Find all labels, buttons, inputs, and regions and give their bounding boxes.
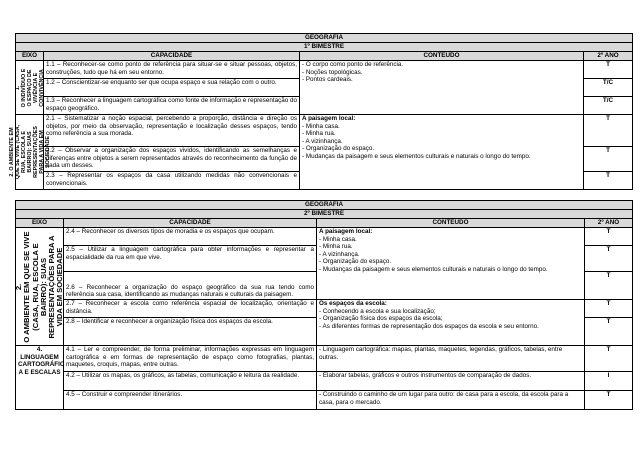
ano-2-5: T (585, 246, 633, 272)
title-row (16, 201, 633, 210)
capacidade-2-6: 2.6 – Reconhecer a organização do espaço geográfico da sua rua tendo como referência sua casa, identificando as mudanças naturais e culturais da paisagem. (64, 272, 317, 300)
ano-4-5: T (585, 391, 633, 410)
capacidade-4-1: 4.1 – Ler e compreender, de forma preliminar, informações expressas em linguagem cartográfica e em formas de representação de espaço como fotografias, plantas, maquetes, croquis, mapas, entre outras. (64, 346, 317, 372)
bimestre-title: 1º BIMESTRE (16, 43, 633, 52)
header-eixo: EIXO (16, 219, 64, 228)
ano-2-1: T (584, 115, 633, 147)
capacidade-2-2: 2.2 – Observar a organização dos espaços vividos, identificando as semelhanças e diferenças entre objetos a serem representados através do reconhecimento da função de cada um desses. (44, 147, 300, 172)
capacidade-2-8: 2.8 – Identificar e reconhecer a organização física dos espaços da escola. (64, 318, 317, 346)
ano-1-1: T (584, 61, 633, 79)
capacidade-2-7: 2.7 – Reconhecer a escola como referência espacial de localização, orientação e distância. (64, 300, 317, 318)
ano-2-4: T (585, 228, 633, 246)
capacidade-1-2: 1.2 – Conscientizar-se enquanto ser que ocupa espaço e sua relação com o outro. (44, 79, 300, 97)
header-capacidade: CAPACIDADE (44, 52, 300, 61)
eixo-2-label: 2. O AMBIENTE EM QUE SE VIVE (CASA, RUA, ESCOLA E BAIRRO): SUAS REPRESENTAÇÕES PARA A VIDA EM SOCIEDADE (13, 230, 65, 343)
capacidade-1-3: 1.3 – Reconhecer a linguagem cartográfica como fonte de informação e representação do espaço geográfico. (44, 97, 300, 115)
header-conteudo: CONTEÚDO (317, 219, 585, 228)
ano-2-2: T (584, 147, 633, 172)
conteudo-4-2: - Elaborar tabelas, gráficos e outros instrumentos de comparação de dados. (317, 372, 585, 391)
ano-4-2: I (585, 372, 633, 391)
title-row (16, 34, 633, 43)
capacidade-2-1: 2.1 – Sistematizar a noção espacial, percebendo a proporção, distância e direção os objetos, por meio da observação, representação e localização desses espaços, tendo como referência a sua morada. (44, 115, 300, 147)
table-row (16, 61, 633, 79)
capacidade-2-5: 2.5 – Utilizar a linguagem cartográfica para obter informações e representar a espacialidade da rua em que vive. (64, 246, 317, 272)
header-ano: 2º ANO (585, 219, 633, 228)
table-row (16, 346, 633, 372)
conteudo-paisagem: A paisagem local: - Minha casa. - Minha rua. - A vizinhança. - Organização do espaço. - Mudanças da paisagem e seus elementos culturais e naturais o longo do tempo. (317, 228, 585, 300)
eixo-2-cell (8, 115, 51, 190)
conteudo-eixo-1: - O corpo como ponto de referência. - Noções topológicas. - Pontos cardeais. (300, 61, 584, 115)
subtitle-row (16, 43, 633, 52)
conteudo-eixo-2: A paisagem local: - Minha casa. - Minha rua. - A vizinhança. - Organização do espaço. - Mudanças da paisagem e seus elementos culturais e naturais o longo do tempo. (300, 115, 584, 190)
table-row (16, 391, 633, 410)
capacidade-4-2: 4.2 – Utilizar os mapas, os gráficos, as tabelas, comunicação e leitura da realidade. (64, 372, 317, 391)
header-row (16, 219, 633, 228)
ano-2-7: T (585, 300, 633, 318)
eixo-1-cell (16, 61, 44, 115)
subject-title: GEOGRAFIA (16, 201, 633, 210)
subtitle-row (16, 210, 633, 219)
ano-1-3: T/C (584, 97, 633, 115)
table-row (16, 300, 633, 318)
conteudo-4-1: - Linguagem cartográfica: mapas, plantas, maquetes, legendas, gráficos, tabelas, entre outras. (317, 346, 585, 372)
capacidade-2-3: 2.3 – Representar os espaços da casa utilizando medidas não convencionais e convencionais. (44, 172, 300, 190)
header-conteudo: CONTEÚDO (300, 52, 584, 61)
eixo-2-cell (13, 228, 65, 346)
conteudo-4-5: - Construindo o caminho de um lugar para outro: de casa para a escola, da escola para a casa, para o mercado. (317, 391, 585, 410)
capacidade-1-1: 1.1 – Reconhecer-se como ponto de referência para situar-se e situar pessoas, objetos, construções, tudo que há em seu entorno. (44, 61, 300, 79)
table-bimestre-1 (8, 33, 633, 190)
ano-1-2: T/C (584, 79, 633, 97)
conteudo-escola: Os espaços da escola: - Conhecendo a escola e sua localização; - Organização física dos espaços da escola; - As diferentes formas de representação dos espaços da escola e seu entorno. (317, 300, 585, 346)
capacidade-4-5: 4.5 – Construir e compreender itinerários. (64, 391, 317, 410)
table-row (16, 228, 633, 246)
header-row (16, 52, 633, 61)
header-capacidade: CAPACIDADE (64, 219, 317, 228)
table-row (16, 115, 633, 147)
ano-4-1: T (585, 346, 633, 372)
ano-2-8: T (585, 318, 633, 346)
eixo-4-cell: 4. LINGUAGEM CARTOGRÁFIC A E ESCALAS (16, 346, 64, 410)
bimestre-title: 2º BIMESTRE (16, 210, 633, 219)
table-row (16, 372, 633, 391)
capacidade-2-4: 2.4 – Reconhecer os diversos tipos de moradia e os espaços que ocupam. (64, 228, 317, 246)
header-eixo: EIXO (16, 52, 44, 61)
eixo-2-label: 2. O AMBIENTE EM QUE SE VIVE (CASA, RUA, ESCOLA E BAIRRO): SUAS REPRESENTAÇÕES PARA A VIDA EM SOCIEDADE (8, 124, 51, 180)
ano-2-6: T (585, 272, 633, 300)
table-bimestre-2 (15, 200, 633, 410)
ano-2-3: T (584, 172, 633, 190)
header-ano: 2º ANO (584, 52, 633, 61)
subject-title: GEOGRAFIA (16, 34, 633, 43)
eixo-1-label: 1. O INDIVÍDUO E O ESPAÇO DE VIVÊNCIA E CONVIVÊNCIA (14, 68, 45, 107)
